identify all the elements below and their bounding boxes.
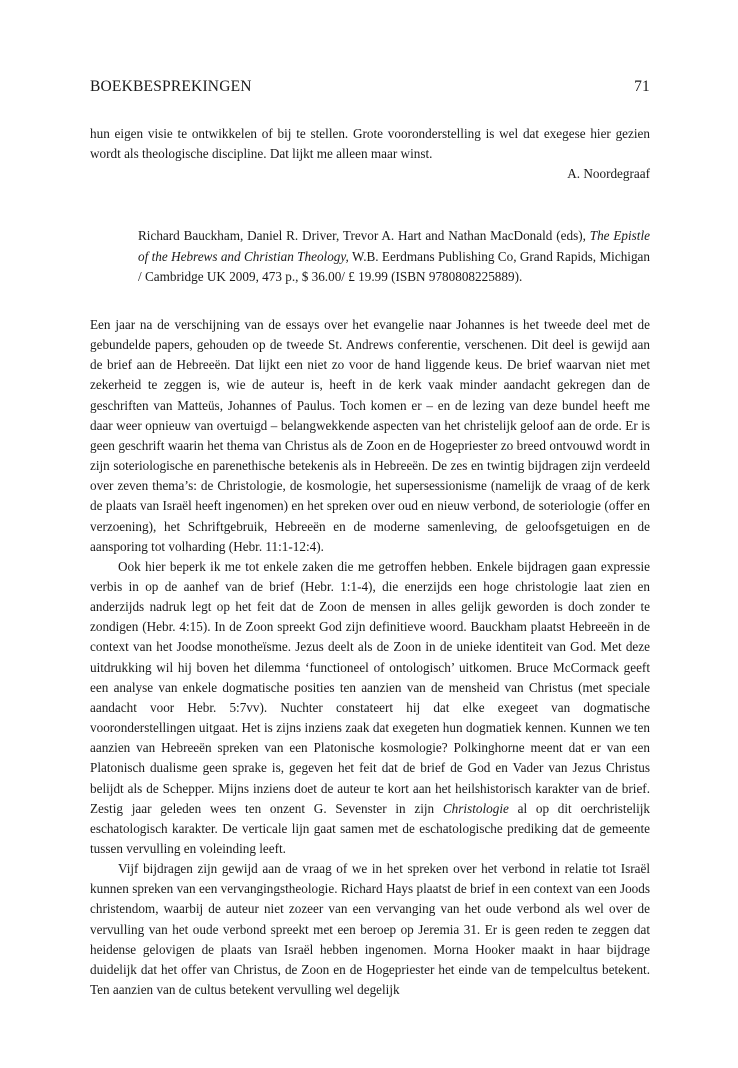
- review-paragraph-2: [90, 557, 650, 859]
- paragraph-2-text-a: Ook hier beperk ik me tot enkele zaken die me getroffen hebben. Enkele bijdragen gaan expressie verbis in op de aanhef van de brief (Hebr. 1:1-4), die enerzijds een hoge christologie laat zien en anderzijds nadruk legt op het feit dat de Zoon de mensen in alles gelijk geworden is doch zonder te zondigen (Hebr. 4:15). In de Zoon spreekt God zijn definitieve woord. Bauckham plaatst Hebreeën in de context van het Joodse monotheïsme. Jezus deelt als de Zoon in de unieke identiteit van God. Met deze uitdrukking wil hij boven het dilemma ‘functioneel of ontologisch’ uitkomen. Bruce McCormack geeft een analyse van enkele dogmatische posities ten aanzien van de mensheid van Christus (met speciale aandacht voor Hebr. 5:7vv). Nuchter constateert hij dat elke exegeet van dogmatische vooronderstellingen uitgaat. Het is zijns inziens zaak dat exegeten hun dogmatiek kennen. Kunnen we ten aanzien van Hebreeën spreken van een Platonische kosmologie? Polkinghorne meent dat er van een Platonisch dualisme geen sprake is, gegeven het feit dat de brief de God en Vader van Jezus Christus belijdt als de Schepper. Mijns inziens doet de auteur te kort aan het heilshistorisch karakter van de brief. Zestig jaar geleden wees ten onzent G. Sevenster in zijn: [90, 558, 650, 816]
- book-reference: [138, 226, 650, 286]
- review-paragraph-3: Vijf bijdragen zijn gewijd aan de vraag of we in het spreken over het verbond in relatie tot Israël kunnen spreken van een vervangingstheologie. Richard Hays plaatst de brief in een context van een Joods christendom, waarbij de auteur niet zozeer van een vervanging van het oude verbond als wel over de vervulling van het oude verbond spreekt met een beroep op Jeremia 31. Er is geen reden te zeggen dat heidense gelovigen de plaats van Israël hebben ingenomen. Morna Hooker maakt in haar bijdrage duidelijk dat het offer van Christus, de Zoon en de Hogepriester het einde van de tempelcultus betekent. Ten aanzien van de cultus betekent vervulling wel degelijk: [90, 861, 650, 998]
- paragraph-2-italic-title: Christologie: [442, 800, 509, 816]
- paragraph-2-text-b: al op dit oerchristelijk eschatologisch karakter. De verticale lijn gaat samen met de eschatologische prediking dat de gemeente tussen vervulling en voleinding leeft.: [90, 800, 651, 856]
- page: [90, 78, 650, 1000]
- running-header: [90, 78, 650, 96]
- page-number: 71: [634, 78, 650, 95]
- previous-review-closing: hun eigen visie te ontwikkelen of bij te stellen. Grote vooronderstelling is wel dat exegese hier gezien wordt als theologische discipline. Dat lijkt me alleen maar winst.: [90, 126, 650, 162]
- section-title: BOEKBESPREKINGEN: [90, 78, 252, 95]
- review-paragraph-1: Een jaar na de verschijning van de essays over het evangelie naar Johannes is het tweede deel met de gebundelde papers, gehouden op de tweede St. Andrews conferentie, verschenen. Dit deel is gewijd aan de brief aan de Hebreeën. Dat lijkt een niet zo voor de hand liggende keus. De brief waarvan niet met zekerheid te zeggen is, wie de auteur is, heeft in de kerk vaak minder aandacht gekregen dan de geschriften van Matteüs, Johannes of Paulus. Toch komen er – en de lezing van deze bundel heeft me daar weer opnieuw van overtuigd – belangwekkende aspecten van het christelijk geloof aan de orde. Er is geen geschrift waarin het thema van Christus als de Zoon en de Hogepriester zo breed ontvouwd wordt in zijn soteriologische en parenethische betekenis als in Hebreeën. De zes en twintig bijdragen zijn verdeeld over zeven thema’s: de Christologie, de kosmologie, het supersessionisme (namelijk de vraag of de kerk de plaats van Israël heeft ingenomen) en het spreken over oud en nieuw verbond, de soteriologie (offer en verzoening), het Schriftgebruik, Hebreeën en de moderne samenleving, de geloofsgetuigen en de aansporing tot volharding (Hebr. 11:1-12:4).: [90, 316, 650, 554]
- book-authors: Richard Bauckham, Daniel R. Driver, Trevor A. Hart and Nathan MacDonald (eds),: [138, 228, 586, 244]
- book-title: The Epistle of the Hebrews and Christian Theology,: [138, 228, 650, 264]
- book-publication: W.B. Eerdmans Publishing Co, Grand Rapids, Michigan / Cambridge UK 2009, 473 p., $ 36.00/ £ 19.99 (ISBN 9780808225889).: [138, 248, 650, 284]
- reviewer-signature: A. Noordegraaf: [567, 166, 650, 182]
- review-body: [90, 315, 650, 1000]
